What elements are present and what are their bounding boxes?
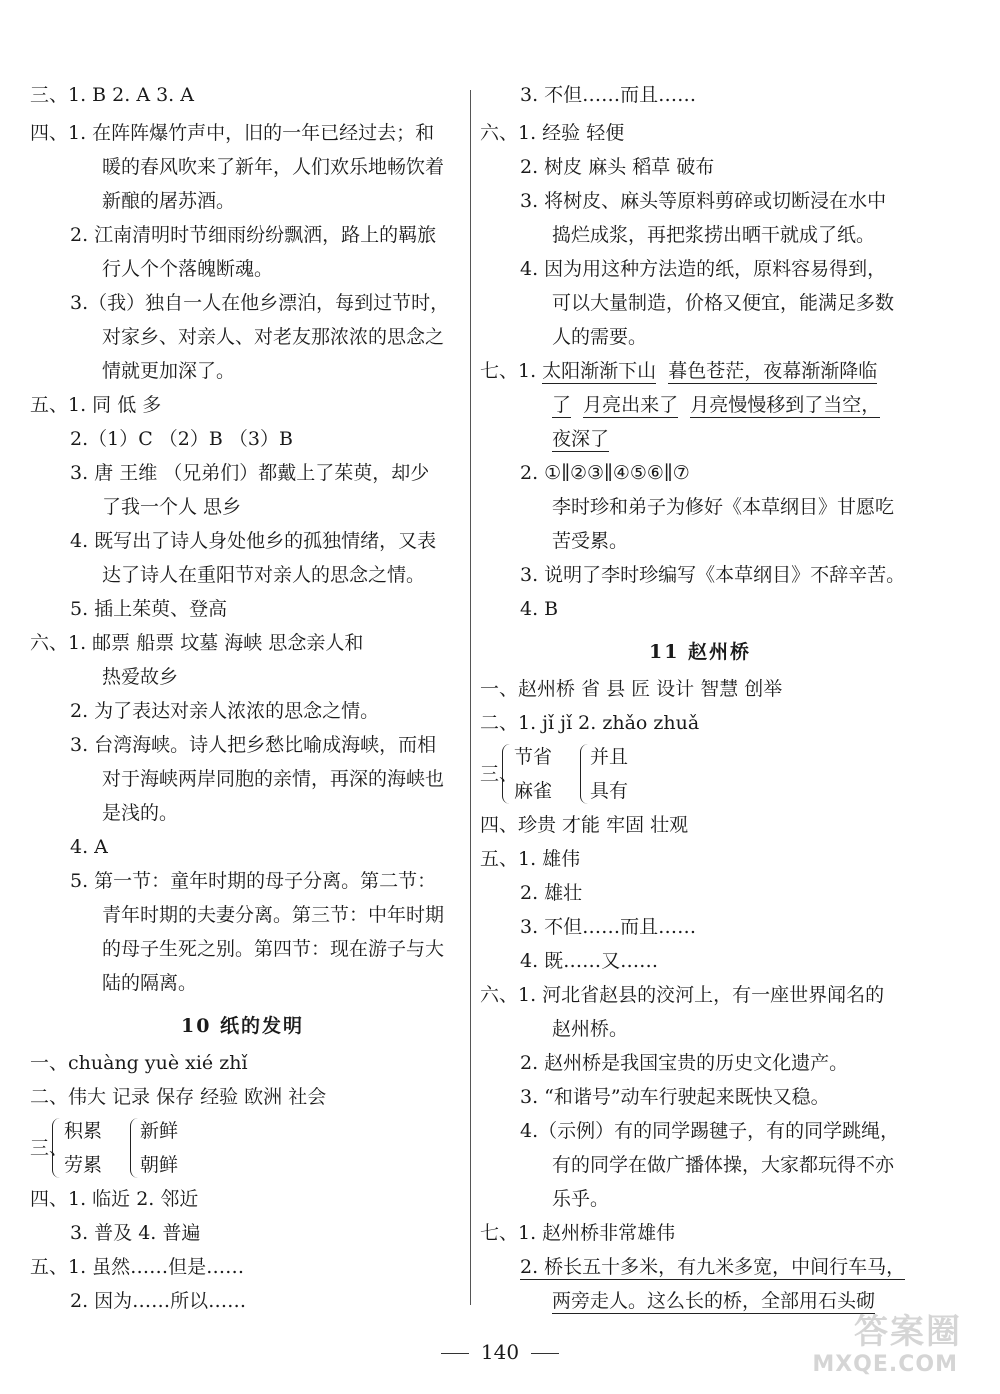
- answer-line: 4. A: [70, 836, 108, 858]
- answer-line: 3. 不但……而且……: [520, 84, 697, 106]
- brace-label: 三、: [30, 1137, 69, 1159]
- section-heading-11: 11 赵州桥: [648, 641, 752, 663]
- answer-line: [480, 422, 920, 456]
- answer-line: 五、1. 虽然……但是……: [30, 1256, 245, 1278]
- answer-line: 一、chuàng yuè xié zhǐ: [30, 1052, 248, 1074]
- column-divider: [470, 90, 471, 1305]
- answer-line: 2. 江南清明时节细雨纷纷飘洒，路上的羁旅: [70, 224, 437, 246]
- brace-label: 三、: [480, 763, 519, 785]
- answer-line: [480, 388, 920, 422]
- answer-line: 一、赵州桥 省 县 匠 设计 智慧 创举: [480, 678, 783, 700]
- answer-line: 四、1. 在阵阵爆竹声中，旧的一年已经过去；和: [30, 122, 435, 144]
- left-column: [30, 78, 455, 1318]
- page-dash: [531, 1353, 559, 1354]
- answer-line: 4.（示例）有的同学踢毽子，有的同学跳绳，: [520, 1120, 900, 1142]
- answer-line: 暖的春风吹来了新年，人们欢乐地畅饮着: [102, 156, 445, 178]
- watermark-text: 答案圈: [854, 1312, 962, 1352]
- answer-line: 是浅的。: [102, 802, 179, 824]
- answer-line: 七、1. 赵州桥非常雄伟: [480, 1222, 676, 1244]
- answer-line: 2.（1）C （2）B （3）B: [70, 428, 293, 450]
- answer-line: 2. 树皮 麻头 稻草 破布: [520, 156, 715, 178]
- answer-line: 青年时期的夫妻分离。第三节：中年时期: [102, 904, 445, 926]
- page-dash: [441, 1353, 469, 1354]
- underlined-answer: 两旁走人。这么长的桥，全部用石头砌: [552, 1290, 876, 1312]
- brace-word: 具有: [590, 780, 629, 802]
- answer-line: 四、珍贵 才能 牢固 壮观: [480, 814, 689, 836]
- answer-line: 赵州桥。: [552, 1018, 629, 1040]
- answer-line: [480, 354, 920, 388]
- answer-line: 4. B: [520, 598, 559, 620]
- answer-line: 苦受累。: [552, 530, 629, 552]
- answer-line: 有的同学在做广播体操，大家都玩得不亦: [552, 1154, 895, 1176]
- brace-word: 并且: [590, 746, 629, 768]
- answer-line: 人的需要。: [552, 326, 648, 348]
- answer-line: 2. ①∥②③∥④⑤⑥∥⑦: [520, 462, 690, 484]
- answer-line: 3. 不但……而且……: [520, 916, 697, 938]
- answer-line: 了我一个人 思乡: [102, 496, 242, 518]
- answer-line: 三、1. B 2. A 3. A: [30, 84, 194, 106]
- answer-line: 新酿的屠苏酒。: [102, 190, 236, 212]
- answer-line: 六、1. 经验 轻便: [480, 122, 625, 144]
- answer-line: 达了诗人在重阳节对亲人的思念之情。: [102, 564, 426, 586]
- brace-group: [480, 740, 920, 808]
- answer-line: 5. 插上茱萸、登高: [70, 598, 228, 620]
- brace-word: 朝鲜: [140, 1154, 179, 1176]
- answer-line: 4. 既写出了诗人身处他乡的孤独情绪，又表: [70, 530, 437, 552]
- answer-line: 2. 雄壮: [520, 882, 583, 904]
- answer-line: 4. 既……又……: [520, 950, 659, 972]
- answer-line: 3. 说明了李时珍编写《本草纲目》不辞辛苦。: [520, 564, 906, 586]
- watermark-logo: [812, 1300, 972, 1386]
- answer-line: 3. 将树皮、麻头等原料剪碎或切断浸在水中: [520, 190, 887, 212]
- page-number-text: 140: [480, 1340, 520, 1364]
- answer-line: 捣烂成浆，再把浆捞出晒干就成了纸。: [552, 224, 876, 246]
- answer-line: 3. 唐 王维 （兄弟们）都戴上了茱萸，却少: [70, 462, 430, 484]
- answer-line: 六、1. 邮票 船票 坟墓 海峡 思念亲人和: [30, 632, 364, 654]
- answer-line: 五、1. 同 低 多: [30, 394, 162, 416]
- answer-line: 的母子生死之别。第四节：现在游子与大: [102, 938, 445, 960]
- answer-line: 乐乎。: [552, 1188, 610, 1210]
- underlined-answer: 夜深了: [552, 428, 610, 450]
- answer-line: 情就更加深了。: [102, 360, 236, 382]
- answer-line: 3. 普及 4. 普遍: [70, 1222, 201, 1244]
- answer-line: 3. “和谐号”动车行驶起来既快又稳。: [520, 1086, 830, 1108]
- brace-group: [30, 1114, 455, 1182]
- answer-line: 3. 台湾海峡。诗人把乡愁比喻成海峡，而相: [70, 734, 437, 756]
- brace-word: 积累: [64, 1120, 103, 1142]
- underlined-answer: 2. 桥长五十多米，有九米多宽，中间行车马，: [520, 1256, 906, 1278]
- left-brace: [502, 744, 513, 804]
- answer-line: 4. 因为用这种方法造的纸，原料容易得到，: [520, 258, 887, 280]
- answer-line: 对于海峡两岸同胞的亲情，再深的海峡也: [102, 768, 445, 790]
- underlined-answer: 了: [552, 394, 572, 416]
- answer-line: 2. 因为……所以……: [70, 1290, 247, 1312]
- answer-line: 六、1. 河北省赵县的洨河上，有一座世界闻名的: [480, 984, 885, 1006]
- answer-line: 5. 第一节：童年时期的母子分离。第二节：: [70, 870, 437, 892]
- underlined-answer: 暮色苍茫，夜幕渐渐降临: [668, 360, 878, 382]
- answer-line: 可以大量制造，价格又便宜，能满足多数: [552, 292, 895, 314]
- answer-line: 热爱故乡: [102, 666, 179, 688]
- brace-word: 新鲜: [140, 1120, 179, 1142]
- watermark-url: MXQE.COM: [812, 1352, 958, 1377]
- answer-line: 3.（我）独自一人在他乡漂泊，每到过节时，: [70, 292, 450, 314]
- underlined-answer: 太阳渐渐下山: [542, 360, 657, 382]
- underlined-answer: 月亮出来了: [583, 394, 679, 416]
- answer-line: 五、1. 雄伟: [480, 848, 581, 870]
- answer-line: 二、伟大 记录 保存 经验 欧洲 社会: [30, 1086, 327, 1108]
- right-column: [480, 78, 920, 1318]
- answer-line: 李时珍和弟子为修好《本草纲目》甘愿吃: [552, 496, 895, 518]
- underlined-answer: 月亮慢慢移到了当空，: [690, 394, 881, 416]
- answer-line: 二、1. jǐ jǐ 2. zhǎo zhuǎ: [480, 712, 700, 734]
- brace-word: 节省: [514, 746, 553, 768]
- section-heading-10: 10 纸的发明: [180, 1015, 305, 1037]
- brace-word: 麻雀: [514, 780, 553, 802]
- brace-word: 劳累: [64, 1154, 103, 1176]
- answer-line: 对家乡、对亲人、对老友那浓浓的思念之: [102, 326, 445, 348]
- answer-line: 行人个个落魄断魂。: [102, 258, 274, 280]
- answer-line: 2. 为了表达对亲人浓浓的思念之情。: [70, 700, 380, 722]
- answer-line: 陆的隔离。: [102, 972, 198, 994]
- answer-prefix: 七、1.: [480, 360, 543, 382]
- answer-line: [480, 1250, 920, 1284]
- answer-line: 2. 赵州桥是我国宝贵的历史文化遗产。: [520, 1052, 849, 1074]
- answer-line: 四、1. 临近 2. 邻近: [30, 1188, 199, 1210]
- left-brace: [52, 1118, 63, 1178]
